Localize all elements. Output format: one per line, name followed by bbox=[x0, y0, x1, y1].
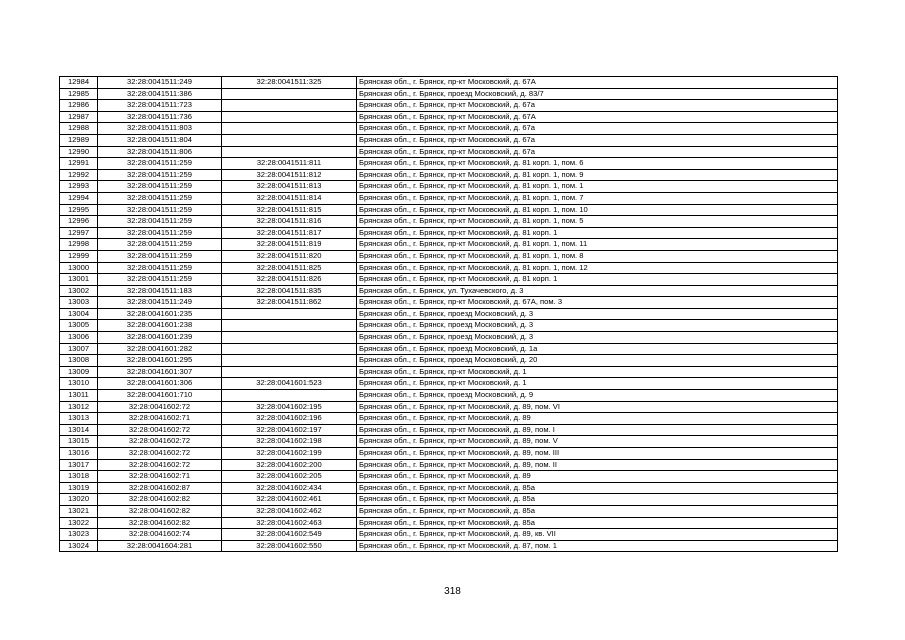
object-cadastral-number-cell bbox=[222, 100, 357, 112]
table-row bbox=[60, 250, 838, 262]
cadastral-number-cell: 32:28:0041602:72 bbox=[98, 436, 222, 448]
cadastral-number-cell: 32:28:0041511:259 bbox=[98, 239, 222, 251]
table-row bbox=[60, 436, 838, 448]
cadastral-number-cell: 32:28:0041601:306 bbox=[98, 378, 222, 390]
address-cell: Брянская обл., г. Брянск, пр-кт Московский, д. 87, пом. 1 bbox=[357, 540, 838, 552]
object-cadastral-number-cell: 32:28:0041602:461 bbox=[222, 494, 357, 506]
table-row bbox=[60, 413, 838, 425]
table-row bbox=[60, 204, 838, 216]
address-cell: Брянская обл., г. Брянск, пр-кт Московский, д. 81 корп. 1, пом. 1 bbox=[357, 181, 838, 193]
table-row bbox=[60, 482, 838, 494]
address-cell: Брянская обл., г. Брянск, пр-кт Московский, д. 81 корп. 1, пом. 5 bbox=[357, 216, 838, 228]
table-row bbox=[60, 169, 838, 181]
address-cell: Брянская обл., г. Брянск, пр-кт Московский, д. 89 bbox=[357, 413, 838, 425]
object-cadastral-number-cell bbox=[222, 355, 357, 367]
row-number-cell: 12991 bbox=[60, 158, 98, 170]
row-number-cell: 12996 bbox=[60, 216, 98, 228]
object-cadastral-number-cell bbox=[222, 134, 357, 146]
cadastral-number-cell: 32:28:0041511:249 bbox=[98, 77, 222, 89]
table-row bbox=[60, 540, 838, 552]
object-cadastral-number-cell: 32:28:0041511:814 bbox=[222, 192, 357, 204]
row-number-cell: 13004 bbox=[60, 308, 98, 320]
address-cell: Брянская обл., г. Брянск, ул. Тухачевского, д. 3 bbox=[357, 285, 838, 297]
table-row bbox=[60, 239, 838, 251]
cadastral-number-cell: 32:28:0041511:723 bbox=[98, 100, 222, 112]
address-cell: Брянская обл., г. Брянск, проезд Московский, д. 3 bbox=[357, 308, 838, 320]
address-cell: Брянская обл., г. Брянск, проезд Московский, д. 3 bbox=[357, 332, 838, 344]
row-number-cell: 13021 bbox=[60, 505, 98, 517]
cadastral-number-cell: 32:28:0041511:806 bbox=[98, 146, 222, 158]
cadastral-number-cell: 32:28:0041602:74 bbox=[98, 529, 222, 541]
address-cell: Брянская обл., г. Брянск, пр-кт Московский, д. 81 корп. 1, пом. 12 bbox=[357, 262, 838, 274]
object-cadastral-number-cell: 32:28:0041511:825 bbox=[222, 262, 357, 274]
address-cell: Брянская обл., г. Брянск, пр-кт Московский, д. 67а bbox=[357, 100, 838, 112]
table-row bbox=[60, 471, 838, 483]
address-cell: Брянская обл., г. Брянск, пр-кт Московский, д. 81 корп. 1, пом. 8 bbox=[357, 250, 838, 262]
object-cadastral-number-cell: 32:28:0041601:523 bbox=[222, 378, 357, 390]
row-number-cell: 13008 bbox=[60, 355, 98, 367]
cadastral-number-cell: 32:28:0041601:235 bbox=[98, 308, 222, 320]
address-cell: Брянская обл., г. Брянск, пр-кт Московский, д. 89, пом. II bbox=[357, 459, 838, 471]
object-cadastral-number-cell: 32:28:0041602:196 bbox=[222, 413, 357, 425]
row-number-cell: 13020 bbox=[60, 494, 98, 506]
table-row bbox=[60, 529, 838, 541]
address-cell: Брянская обл., г. Брянск, пр-кт Московский, д. 67а bbox=[357, 134, 838, 146]
table-row bbox=[60, 146, 838, 158]
register-table-container bbox=[59, 76, 837, 552]
cadastral-number-cell: 32:28:0041511:259 bbox=[98, 250, 222, 262]
address-cell: Брянская обл., г. Брянск, пр-кт Московский, д. 81 корп. 1, пом. 10 bbox=[357, 204, 838, 216]
cadastral-number-cell: 32:28:0041602:71 bbox=[98, 471, 222, 483]
object-cadastral-number-cell: 32:28:0041511:816 bbox=[222, 216, 357, 228]
cadastral-number-cell: 32:28:0041511:259 bbox=[98, 158, 222, 170]
table-row bbox=[60, 274, 838, 286]
address-cell: Брянская обл., г. Брянск, пр-кт Московский, д. 81 корп. 1, пом. 11 bbox=[357, 239, 838, 251]
row-number-cell: 12987 bbox=[60, 111, 98, 123]
object-cadastral-number-cell bbox=[222, 308, 357, 320]
cadastral-number-cell: 32:28:0041511:259 bbox=[98, 169, 222, 181]
address-cell: Брянская обл., г. Брянск, пр-кт Московский, д. 89, пом. V bbox=[357, 436, 838, 448]
table-row bbox=[60, 332, 838, 344]
row-number-cell: 12990 bbox=[60, 146, 98, 158]
cadastral-number-cell: 32:28:0041602:72 bbox=[98, 448, 222, 460]
object-cadastral-number-cell bbox=[222, 123, 357, 135]
row-number-cell: 13009 bbox=[60, 366, 98, 378]
cadastral-number-cell: 32:28:0041602:82 bbox=[98, 494, 222, 506]
table-row bbox=[60, 297, 838, 309]
object-cadastral-number-cell bbox=[222, 332, 357, 344]
address-cell: Брянская обл., г. Брянск, проезд Московский, д. 83/7 bbox=[357, 88, 838, 100]
row-number-cell: 12998 bbox=[60, 239, 98, 251]
row-number-cell: 13014 bbox=[60, 424, 98, 436]
object-cadastral-number-cell: 32:28:0041511:819 bbox=[222, 239, 357, 251]
address-cell: Брянская обл., г. Брянск, пр-кт Московский, д. 89, пом. VI bbox=[357, 401, 838, 413]
row-number-cell: 13016 bbox=[60, 448, 98, 460]
address-cell: Брянская обл., г. Брянск, пр-кт Московский, д. 67а bbox=[357, 123, 838, 135]
object-cadastral-number-cell: 32:28:0041602:463 bbox=[222, 517, 357, 529]
object-cadastral-number-cell: 32:28:0041511:820 bbox=[222, 250, 357, 262]
row-number-cell: 12997 bbox=[60, 227, 98, 239]
object-cadastral-number-cell: 32:28:0041511:325 bbox=[222, 77, 357, 89]
object-cadastral-number-cell: 32:28:0041602:549 bbox=[222, 529, 357, 541]
cadastral-number-cell: 32:28:0041604:281 bbox=[98, 540, 222, 552]
row-number-cell: 13010 bbox=[60, 378, 98, 390]
table-row bbox=[60, 77, 838, 89]
register-table-body bbox=[60, 77, 838, 552]
row-number-cell: 12992 bbox=[60, 169, 98, 181]
object-cadastral-number-cell: 32:28:0041511:811 bbox=[222, 158, 357, 170]
table-row bbox=[60, 227, 838, 239]
table-row bbox=[60, 401, 838, 413]
row-number-cell: 13022 bbox=[60, 517, 98, 529]
cadastral-number-cell: 32:28:0041601:710 bbox=[98, 390, 222, 402]
row-number-cell: 13000 bbox=[60, 262, 98, 274]
object-cadastral-number-cell: 32:28:0041602:195 bbox=[222, 401, 357, 413]
cadastral-number-cell: 32:28:0041601:239 bbox=[98, 332, 222, 344]
object-cadastral-number-cell: 32:28:0041602:198 bbox=[222, 436, 357, 448]
cadastral-number-cell: 32:28:0041511:804 bbox=[98, 134, 222, 146]
address-cell: Брянская обл., г. Брянск, пр-кт Московский, д. 67А bbox=[357, 77, 838, 89]
row-number-cell: 12995 bbox=[60, 204, 98, 216]
address-cell: Брянская обл., г. Брянск, пр-кт Московский, д. 85а bbox=[357, 505, 838, 517]
object-cadastral-number-cell bbox=[222, 111, 357, 123]
object-cadastral-number-cell: 32:28:0041602:434 bbox=[222, 482, 357, 494]
address-cell: Брянская обл., г. Брянск, пр-кт Московский, д. 85а bbox=[357, 517, 838, 529]
cadastral-number-cell: 32:28:0041511:259 bbox=[98, 262, 222, 274]
address-cell: Брянская обл., г. Брянск, пр-кт Московский, д. 85а bbox=[357, 482, 838, 494]
page-number: 318 bbox=[444, 586, 461, 597]
table-row bbox=[60, 378, 838, 390]
cadastral-number-cell: 32:28:0041511:386 bbox=[98, 88, 222, 100]
table-row bbox=[60, 448, 838, 460]
cadastral-number-cell: 32:28:0041511:259 bbox=[98, 181, 222, 193]
object-cadastral-number-cell: 32:28:0041602:550 bbox=[222, 540, 357, 552]
table-row bbox=[60, 308, 838, 320]
object-cadastral-number-cell bbox=[222, 88, 357, 100]
cadastral-number-cell: 32:28:0041511:249 bbox=[98, 297, 222, 309]
cadastral-number-cell: 32:28:0041602:87 bbox=[98, 482, 222, 494]
object-cadastral-number-cell: 32:28:0041511:813 bbox=[222, 181, 357, 193]
table-row bbox=[60, 262, 838, 274]
row-number-cell: 12994 bbox=[60, 192, 98, 204]
table-row bbox=[60, 424, 838, 436]
table-row bbox=[60, 320, 838, 332]
address-cell: Брянская обл., г. Брянск, пр-кт Московский, д. 89, кв. VII bbox=[357, 529, 838, 541]
cadastral-number-cell: 32:28:0041511:259 bbox=[98, 274, 222, 286]
cadastral-number-cell: 32:28:0041602:82 bbox=[98, 517, 222, 529]
cadastral-number-cell: 32:28:0041511:259 bbox=[98, 204, 222, 216]
row-number-cell: 13012 bbox=[60, 401, 98, 413]
row-number-cell: 13005 bbox=[60, 320, 98, 332]
address-cell: Брянская обл., г. Брянск, пр-кт Московский, д. 81 корп. 1 bbox=[357, 227, 838, 239]
row-number-cell: 13019 bbox=[60, 482, 98, 494]
cadastral-number-cell: 32:28:0041602:82 bbox=[98, 505, 222, 517]
object-cadastral-number-cell: 32:28:0041511:817 bbox=[222, 227, 357, 239]
row-number-cell: 13018 bbox=[60, 471, 98, 483]
address-cell: Брянская обл., г. Брянск, пр-кт Московский, д. 81 корп. 1 bbox=[357, 274, 838, 286]
row-number-cell: 13023 bbox=[60, 529, 98, 541]
cadastral-number-cell: 32:28:0041601:238 bbox=[98, 320, 222, 332]
address-cell: Брянская обл., г. Брянск, пр-кт Московский, д. 67а bbox=[357, 146, 838, 158]
object-cadastral-number-cell bbox=[222, 343, 357, 355]
row-number-cell: 12985 bbox=[60, 88, 98, 100]
cadastral-number-cell: 32:28:0041511:183 bbox=[98, 285, 222, 297]
address-cell: Брянская обл., г. Брянск, проезд Московский, д. 3 bbox=[357, 320, 838, 332]
object-cadastral-number-cell: 32:28:0041602:199 bbox=[222, 448, 357, 460]
register-table bbox=[59, 76, 838, 552]
table-row bbox=[60, 181, 838, 193]
object-cadastral-number-cell bbox=[222, 320, 357, 332]
table-row bbox=[60, 134, 838, 146]
address-cell: Брянская обл., г. Брянск, пр-кт Московский, д. 81 корп. 1, пом. 9 bbox=[357, 169, 838, 181]
object-cadastral-number-cell: 32:28:0041511:826 bbox=[222, 274, 357, 286]
table-row bbox=[60, 192, 838, 204]
row-number-cell: 13015 bbox=[60, 436, 98, 448]
object-cadastral-number-cell: 32:28:0041602:197 bbox=[222, 424, 357, 436]
row-number-cell: 13024 bbox=[60, 540, 98, 552]
cadastral-number-cell: 32:28:0041511:259 bbox=[98, 227, 222, 239]
object-cadastral-number-cell: 32:28:0041602:200 bbox=[222, 459, 357, 471]
row-number-cell: 13003 bbox=[60, 297, 98, 309]
address-cell: Брянская обл., г. Брянск, пр-кт Московский, д. 89, пом. III bbox=[357, 448, 838, 460]
cadastral-number-cell: 32:28:0041511:259 bbox=[98, 216, 222, 228]
object-cadastral-number-cell bbox=[222, 366, 357, 378]
row-number-cell: 12993 bbox=[60, 181, 98, 193]
cadastral-number-cell: 32:28:0041511:736 bbox=[98, 111, 222, 123]
table-row bbox=[60, 158, 838, 170]
table-row bbox=[60, 343, 838, 355]
object-cadastral-number-cell: 32:28:0041602:205 bbox=[222, 471, 357, 483]
address-cell: Брянская обл., г. Брянск, проезд Московский, д. 1а bbox=[357, 343, 838, 355]
cadastral-number-cell: 32:28:0041511:803 bbox=[98, 123, 222, 135]
table-row bbox=[60, 459, 838, 471]
cadastral-number-cell: 32:28:0041511:259 bbox=[98, 192, 222, 204]
address-cell: Брянская обл., г. Брянск, пр-кт Московский, д. 67А bbox=[357, 111, 838, 123]
address-cell: Брянская обл., г. Брянск, пр-кт Московский, д. 67А, пом. 3 bbox=[357, 297, 838, 309]
object-cadastral-number-cell: 32:28:0041511:815 bbox=[222, 204, 357, 216]
table-row bbox=[60, 505, 838, 517]
address-cell: Брянская обл., г. Брянск, пр-кт Московский, д. 89 bbox=[357, 471, 838, 483]
row-number-cell: 13006 bbox=[60, 332, 98, 344]
object-cadastral-number-cell bbox=[222, 390, 357, 402]
cadastral-number-cell: 32:28:0041601:307 bbox=[98, 366, 222, 378]
cadastral-number-cell: 32:28:0041602:71 bbox=[98, 413, 222, 425]
table-row bbox=[60, 355, 838, 367]
address-cell: Брянская обл., г. Брянск, пр-кт Московский, д. 1 bbox=[357, 366, 838, 378]
row-number-cell: 13011 bbox=[60, 390, 98, 402]
object-cadastral-number-cell bbox=[222, 146, 357, 158]
address-cell: Брянская обл., г. Брянск, пр-кт Московский, д. 85а bbox=[357, 494, 838, 506]
row-number-cell: 13013 bbox=[60, 413, 98, 425]
row-number-cell: 13007 bbox=[60, 343, 98, 355]
object-cadastral-number-cell: 32:28:0041511:812 bbox=[222, 169, 357, 181]
table-row bbox=[60, 111, 838, 123]
address-cell: Брянская обл., г. Брянск, пр-кт Московский, д. 89, пом. I bbox=[357, 424, 838, 436]
address-cell: Брянская обл., г. Брянск, пр-кт Московский, д. 81 корп. 1, пом. 7 bbox=[357, 192, 838, 204]
row-number-cell: 13017 bbox=[60, 459, 98, 471]
table-row bbox=[60, 517, 838, 529]
address-cell: Брянская обл., г. Брянск, проезд Московский, д. 9 bbox=[357, 390, 838, 402]
row-number-cell: 12986 bbox=[60, 100, 98, 112]
cadastral-number-cell: 32:28:0041602:72 bbox=[98, 401, 222, 413]
row-number-cell: 12999 bbox=[60, 250, 98, 262]
row-number-cell: 12984 bbox=[60, 77, 98, 89]
cadastral-number-cell: 32:28:0041601:295 bbox=[98, 355, 222, 367]
cadastral-number-cell: 32:28:0041602:72 bbox=[98, 424, 222, 436]
cadastral-number-cell: 32:28:0041602:72 bbox=[98, 459, 222, 471]
row-number-cell: 13001 bbox=[60, 274, 98, 286]
row-number-cell: 12988 bbox=[60, 123, 98, 135]
table-row bbox=[60, 123, 838, 135]
table-row bbox=[60, 100, 838, 112]
address-cell: Брянская обл., г. Брянск, пр-кт Московский, д. 1 bbox=[357, 378, 838, 390]
object-cadastral-number-cell: 32:28:0041602:462 bbox=[222, 505, 357, 517]
table-row bbox=[60, 285, 838, 297]
cadastral-number-cell: 32:28:0041601:282 bbox=[98, 343, 222, 355]
table-row bbox=[60, 494, 838, 506]
table-row bbox=[60, 216, 838, 228]
table-row bbox=[60, 390, 838, 402]
object-cadastral-number-cell: 32:28:0041511:862 bbox=[222, 297, 357, 309]
object-cadastral-number-cell: 32:28:0041511:835 bbox=[222, 285, 357, 297]
row-number-cell: 12989 bbox=[60, 134, 98, 146]
address-cell: Брянская обл., г. Брянск, пр-кт Московский, д. 81 корп. 1, пом. 6 bbox=[357, 158, 838, 170]
row-number-cell: 13002 bbox=[60, 285, 98, 297]
table-row bbox=[60, 366, 838, 378]
address-cell: Брянская обл., г. Брянск, проезд Московский, д. 20 bbox=[357, 355, 838, 367]
table-row bbox=[60, 88, 838, 100]
